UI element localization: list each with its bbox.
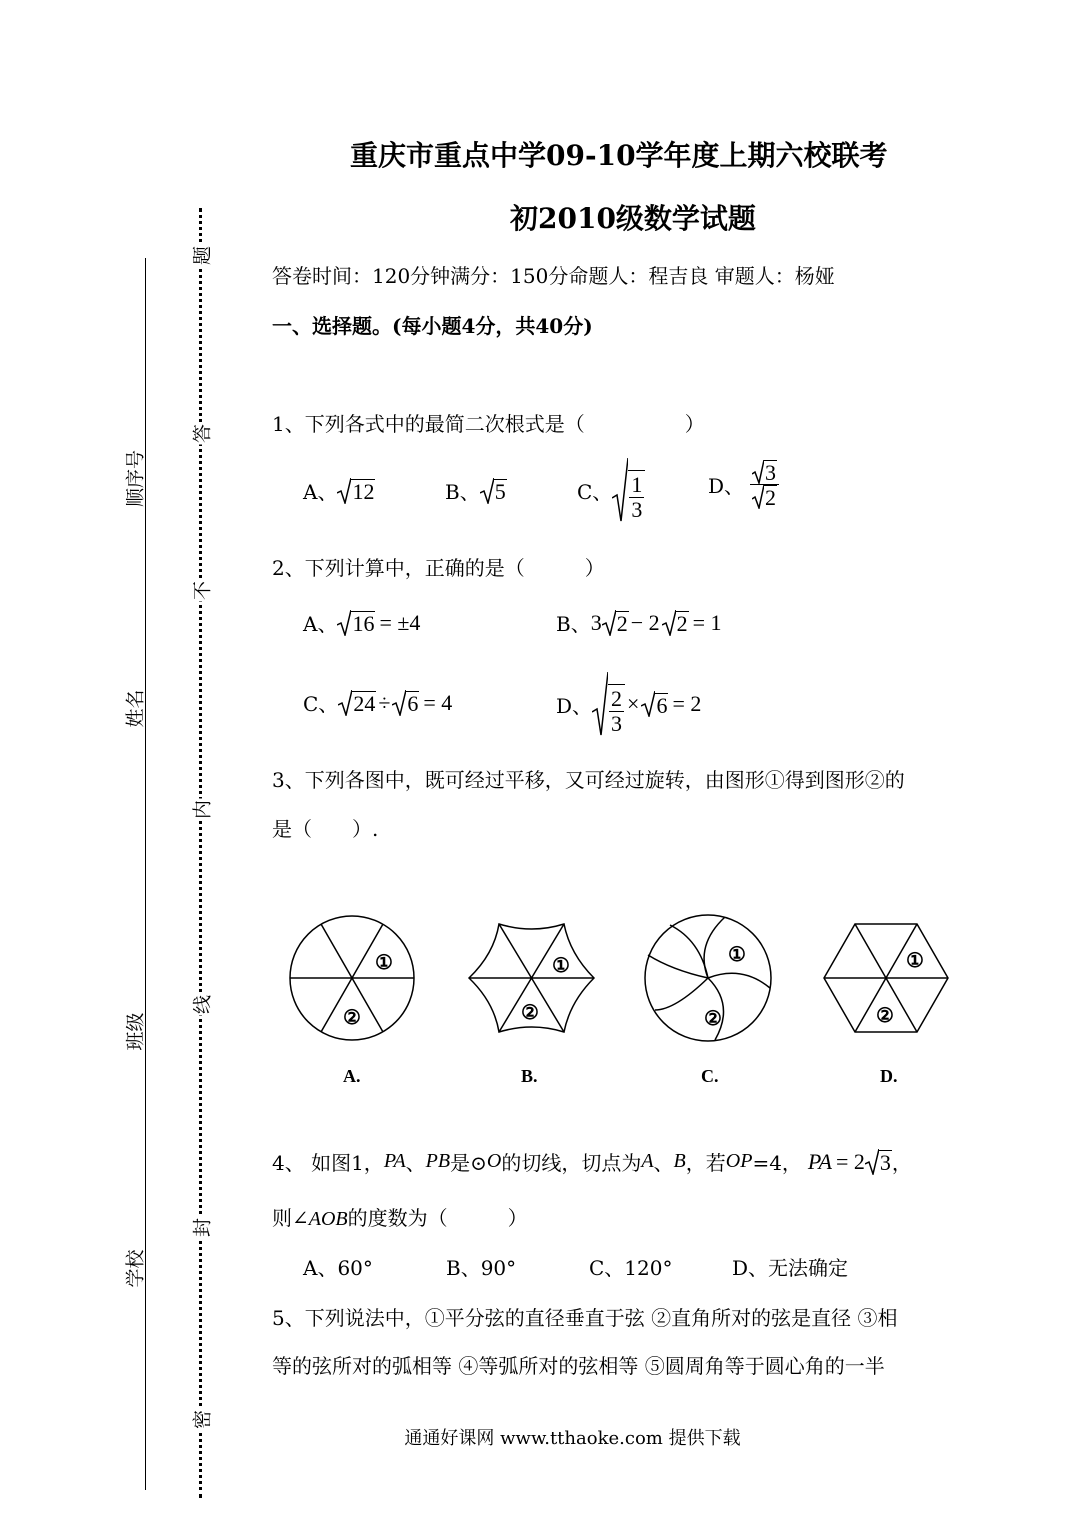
q2-b-radicand-1: 2 — [616, 611, 628, 637]
q2-option-a-label: A、 — [303, 612, 338, 636]
margin-line — [145, 258, 146, 1490]
q2-c-radicand-1: 24 — [353, 691, 376, 717]
q2-d-times: × — [627, 691, 640, 716]
q1-d-fraction — [750, 460, 779, 509]
q2-c-divide: ÷ — [378, 689, 391, 715]
q4-option-c: C、120° — [589, 1256, 673, 1280]
q3-stem-line1: 3、下列各图中，既可经过平移，又可经过旋转，由图形①得到图形②的 — [272, 768, 905, 792]
q4-text: 则∠ — [272, 1206, 309, 1230]
q2-option-b-label: B、 — [556, 612, 591, 636]
sqrt-symbol — [337, 610, 375, 636]
q3-stem-line2: 是（ ）. — [272, 817, 379, 841]
sqrt-symbol — [480, 478, 507, 504]
figure-b-mark-2: ② — [521, 1000, 539, 1024]
sqrt-symbol — [592, 672, 625, 736]
q4-stem-line2 — [272, 1202, 528, 1231]
figure-c-mark-2: ② — [704, 1006, 722, 1030]
q4-eq-pa: PA — [807, 1148, 832, 1174]
q2-b-coef: 3 — [590, 609, 602, 635]
sqrt-symbol — [612, 458, 645, 522]
q4-text: =4， — [752, 1151, 802, 1175]
q1-option-c — [577, 458, 645, 522]
q2-stem: 2、下列计算中，正确的是（ ） — [272, 556, 605, 580]
sqrt-symbol — [338, 690, 376, 716]
q1-option-a — [303, 476, 375, 505]
q4-option-d: D、无法确定 — [732, 1256, 849, 1280]
q2-a-result: = ±4 — [379, 609, 421, 635]
q1-d-denominator: 2 — [765, 485, 777, 511]
q2-c-radicand-2: 6 — [407, 691, 419, 717]
q4-eq-radicand: 3 — [879, 1150, 891, 1176]
footer-text: 通通好课网 www.tthaoke.com 提供下载 — [404, 1428, 741, 1449]
margin-field-name: 姓名 — [124, 689, 147, 728]
q1-option-b — [445, 476, 507, 505]
q2-b-radicand-2: 2 — [676, 611, 688, 637]
q4-text: 4、 如图1， — [272, 1151, 384, 1175]
q4-text: ， — [891, 1151, 912, 1175]
q2-d-radicand: 6 — [656, 692, 668, 718]
q2-option-d — [556, 672, 701, 736]
q1-b-radicand: 5 — [494, 479, 506, 505]
q1-option-d-label: D、 — [708, 474, 745, 499]
q4-option-b: B、90° — [446, 1256, 517, 1280]
sqrt-symbol — [641, 691, 668, 717]
margin-field-school: 学校 — [124, 1249, 147, 1288]
figure-a-mark-2: ② — [343, 1005, 361, 1029]
sqrt-symbol — [865, 1149, 892, 1175]
q2-option-c-label: C、 — [303, 692, 339, 716]
q1-c-denominator: 3 — [631, 496, 643, 522]
q1-c-numerator: 1 — [631, 471, 643, 497]
seal-char-4: 内 — [188, 799, 215, 821]
sqrt-symbol — [337, 478, 375, 504]
q4-b: B — [673, 1150, 686, 1172]
q4-pa: PA — [383, 1150, 406, 1172]
q4-text: 、 — [653, 1151, 674, 1175]
q1-stem: 1、下列各式中的最简二次根式是（ ） — [272, 412, 705, 436]
sqrt-symbol — [392, 690, 419, 716]
q1-option-d — [708, 460, 779, 509]
q1-option-c-label: C、 — [577, 479, 613, 504]
q4-text: 的切线，切点为 — [501, 1151, 642, 1175]
q4-text: 是⊙ — [450, 1151, 487, 1175]
q2-option-b — [556, 608, 722, 637]
q4-stem-line1 — [272, 1147, 912, 1176]
exam-title: 重庆市重点中学09-10学年度上期六校联考 — [350, 139, 888, 172]
q4-text: 、 — [405, 1151, 426, 1175]
q2-b-minus: − 2 — [630, 609, 660, 635]
sqrt-symbol — [662, 610, 689, 636]
q5-stem-line2: 等的弦所对的弧相等 ④等弧所对的弦相等 ⑤圆周角等于圆心角的一半 — [272, 1354, 885, 1378]
sqrt-symbol — [602, 610, 629, 636]
figure-c-label: C. — [701, 1066, 719, 1086]
q2-c-result: = 4 — [423, 689, 453, 715]
q4-o: O — [486, 1150, 502, 1172]
margin-field-class: 班级 — [124, 1012, 147, 1051]
figure-a-mark-1: ① — [375, 950, 393, 974]
margin-field-order: 顺序号 — [124, 450, 147, 508]
figure-d-label: D. — [880, 1066, 898, 1086]
q2-b-result: = 1 — [692, 609, 722, 635]
figure-d-mark-1: ① — [906, 948, 924, 972]
seal-char-6: 封 — [188, 1217, 215, 1239]
margin-dotted-line — [199, 208, 202, 1498]
q1-option-b-label: B、 — [445, 480, 480, 504]
seal-char-1: 题 — [188, 245, 215, 267]
seal-char-2: 答 — [188, 423, 215, 445]
q4-option-a: A、60° — [303, 1256, 373, 1280]
q4-aob: AOB — [308, 1208, 348, 1230]
q4-eq-mid: = 2 — [835, 1148, 865, 1174]
q5-stem-line1: 5、下列说法中，①平分弦的直径垂直于弦 ②直角所对的弦是直径 ③相 — [272, 1306, 898, 1330]
figure-c-mark-1: ① — [728, 942, 746, 966]
q2-d-denominator: 3 — [611, 710, 623, 736]
exam-info: 答卷时间：120分钟满分：150分命题人：程吉良 审题人：杨娅 — [272, 264, 835, 288]
figure-d-mark-2: ② — [876, 1003, 894, 1027]
q1-a-radicand: 12 — [352, 479, 375, 505]
figure-a-label: A. — [343, 1066, 361, 1086]
figure-b-label: B. — [521, 1066, 538, 1086]
q4-text: ，若 — [685, 1151, 726, 1175]
q2-option-c — [303, 688, 452, 717]
q1-option-a-label: A、 — [303, 480, 338, 504]
exam-subtitle: 初2010级数学试题 — [510, 202, 756, 235]
q2-d-result: = 2 — [672, 691, 702, 716]
seal-char-7: 密 — [188, 1409, 215, 1431]
q2-option-a — [303, 608, 420, 637]
q1-d-numerator: 3 — [765, 460, 777, 485]
q4-text: 的度数为（ ） — [347, 1206, 528, 1230]
section-heading: 一、选择题。(每小题4分，共40分) — [272, 314, 593, 338]
q4-a: A — [641, 1150, 654, 1172]
q2-option-d-label: D、 — [556, 693, 593, 718]
q4-op: OP — [725, 1150, 753, 1172]
q2-d-numerator: 2 — [611, 685, 623, 711]
q2-a-radicand: 16 — [352, 611, 375, 637]
figure-b-mark-1: ① — [552, 953, 570, 977]
seal-char-5: 线 — [188, 994, 215, 1016]
seal-char-3: 不 — [188, 580, 215, 602]
q4-pb: PB — [425, 1150, 451, 1172]
